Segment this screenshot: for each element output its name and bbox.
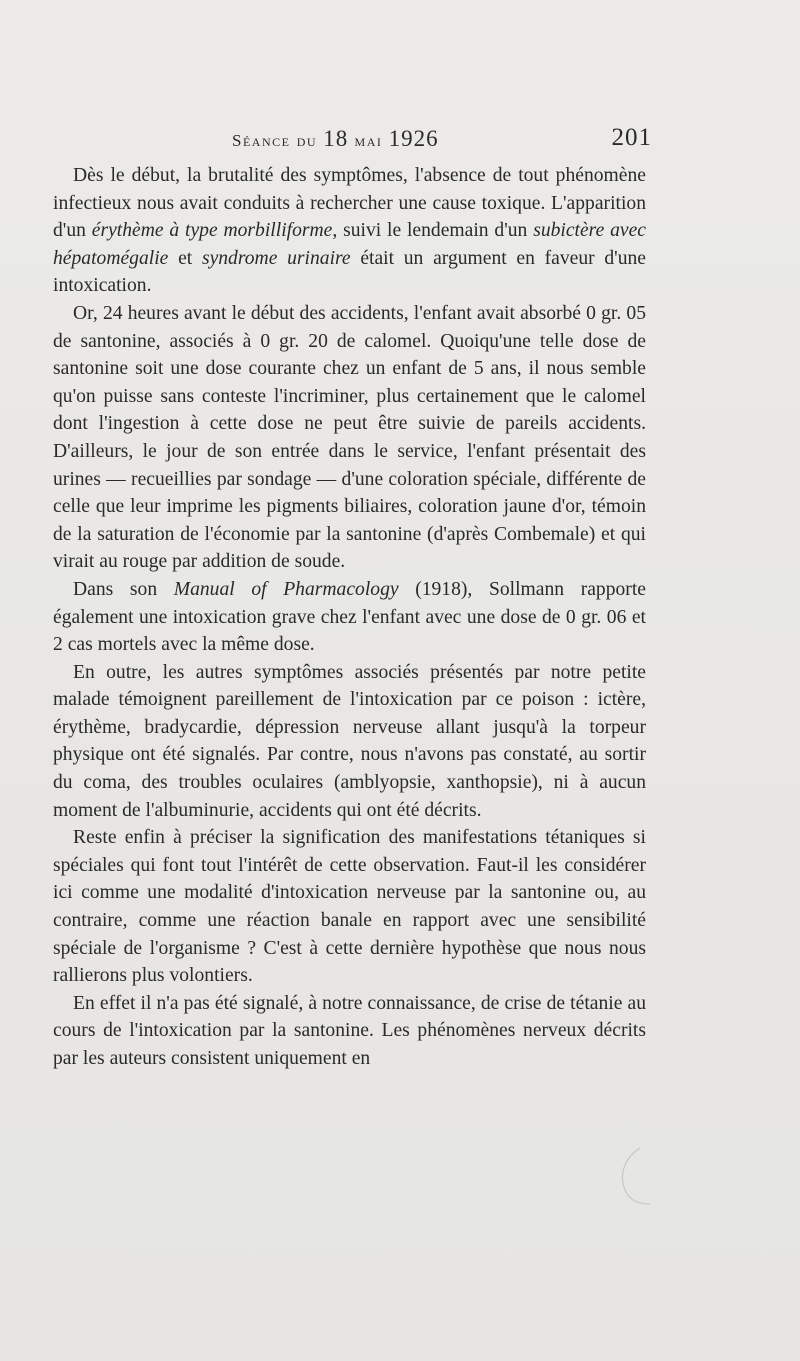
page-number: 201 (611, 124, 652, 151)
text-run: Or, 24 heures avant le début des accidents, l'enfant avait absorbé 0 gr. 05 de santonine, associés à 0 gr. 20 de calomel. Quoiqu'une telle dose de santonine soit une dose courante chez un enfant de 5 ans, il nous semble qu'on puisse sans conteste l'incriminer, plus certainement que le calomel dont l'ingestion à cette dose ne peut être suivie de pareils accidents. D'ailleurs, le jour de son entrée dans le service, l'enfant présentait des urines — recueillies par sondage — d'une coloration spéciale, différente de celle que leur imprime les pigments biliaires, coloration jaune d'or, témoin de la saturation de l'économie par la santonine (d'après Combemale) et qui virait au rouge par addition de soude. (53, 302, 646, 573)
text-run: En effet il n'a pas été signalé, à notre connaissance, de crise de tétanie au cours de l'intoxication par la santonine. Les phénomènes nerveux décrits par les auteurs consistent uniquement en (53, 992, 646, 1069)
paragraph-5 (53, 824, 646, 990)
text-run: En outre, les autres symptômes associés présentés par notre petite malade témoignent pareillement de l'intoxication par ce poison : ictère, érythème, bradycardie, dépression nerveuse allant jusqu'à la torpeur physique ont été signalés. Par contre, nous n'avons pas constaté, au sortir du coma, des troubles oculaires (amblyopsie, xanthopsie), ni à aucun moment de l'albuminurie, accidents qui ont été décrits. (53, 661, 646, 821)
paper-blemish (600, 1140, 660, 1210)
paragraph-3 (53, 576, 646, 659)
paragraph-6 (53, 990, 646, 1073)
text-run: (1918), Sollmann rapporte également une intoxication grave chez l'enfant avec une dose de 0 gr. 06 et 2 cas mortels avec la même dose. (53, 578, 646, 656)
italic-term: subictère avec hépatomégalie (53, 220, 646, 269)
italic-term: érythème à type morbilliforme (91, 220, 333, 242)
header-year: 1926 (388, 126, 439, 151)
running-title (232, 126, 439, 152)
text-run: Dans son (73, 578, 174, 600)
text-run: et (168, 247, 202, 269)
paragraph-1 (53, 162, 646, 300)
header-word-du: du (296, 131, 318, 150)
text-run: Reste enfin à préciser la signification des manifestations tétaniques si spéciales qui font tout l'intérêt de cette observation. Faut-il les considérer ici comme une modalité d'intoxication nerveuse par la santonine ou, au contraire, comme une réaction banale en rapport avec une sensibilité spéciale de l'organisme ? C'est à cette dernière hypothèse que nous nous rallierons plus volontiers. (53, 827, 646, 987)
header-day: 18 (323, 126, 349, 151)
running-header (52, 120, 652, 156)
paragraph-4 (53, 659, 646, 825)
italic-term: syndrome urinaire (201, 247, 351, 269)
body-text (53, 162, 646, 1073)
text-run: Dès le début, la brutalité des symptômes, l'absence de tout phénomène infectieux nous avait conduits à rechercher une cause toxique. L'apparition d'un (53, 165, 646, 242)
header-month: mai (354, 131, 383, 150)
text-run: était un argument en faveur d'une intoxication. (53, 247, 647, 297)
header-word-seance: Séance (232, 131, 291, 150)
italic-term: Manual of Pharmacology (173, 578, 399, 600)
paragraph-2 (53, 300, 646, 576)
text-run: , suivi le lendemain d'un (332, 220, 534, 242)
